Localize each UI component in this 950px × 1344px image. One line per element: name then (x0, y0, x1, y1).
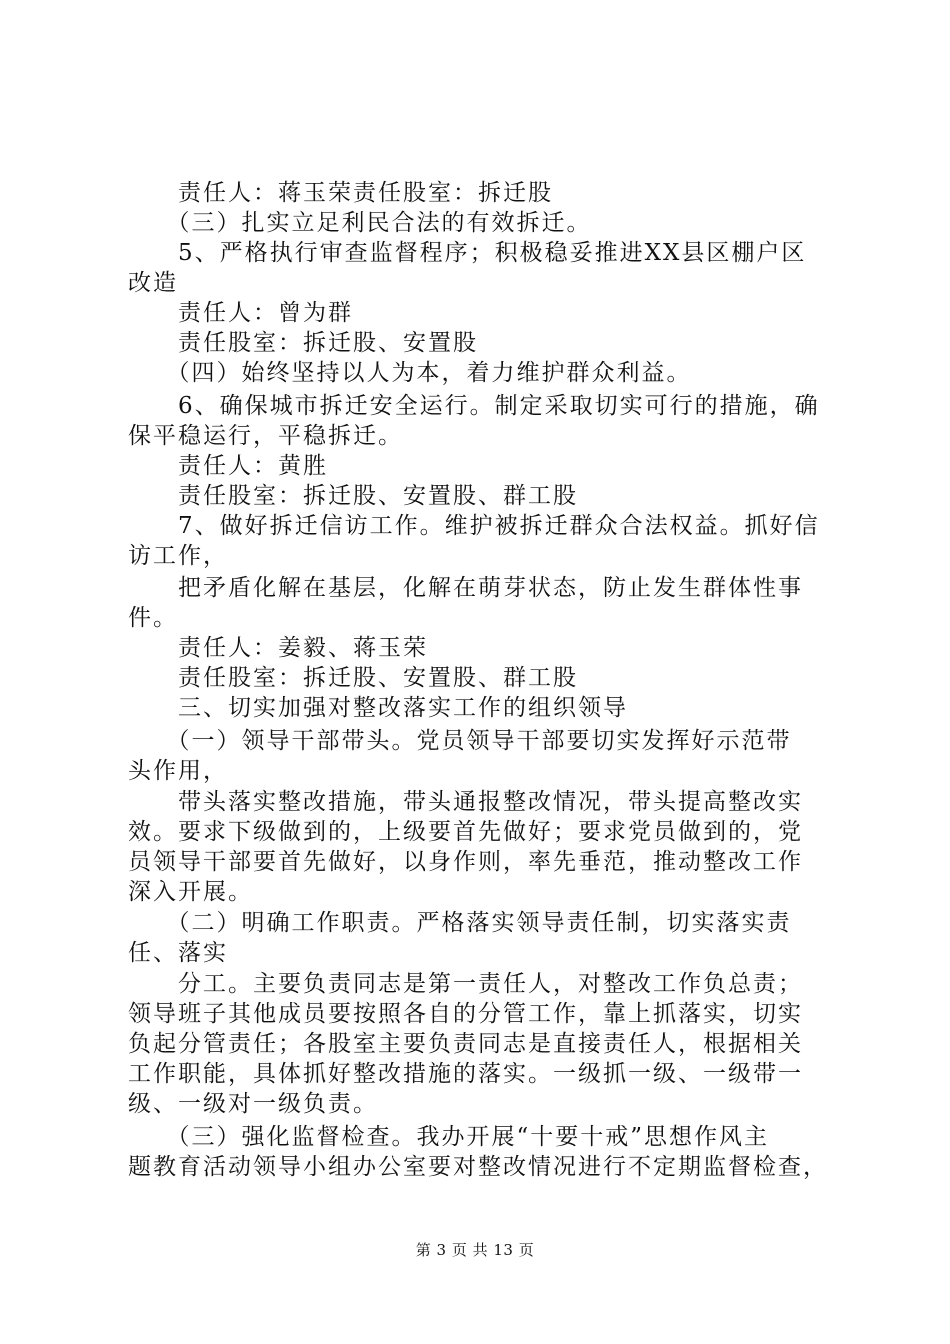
text-line: 改造 (128, 270, 178, 296)
text-line: 责任股室：拆迁股、安置股、群工股 (128, 483, 578, 509)
text-line: 题教育活动领导小组办公室要对整改情况进行不定期监督检查， (128, 1154, 828, 1180)
text-line: 三、切实加强对整改落实工作的组织领导 (128, 695, 628, 721)
text-line: 领导班子其他成员要按照各自的分管工作，靠上抓落实，切实 (128, 1001, 803, 1027)
text-line: 带头落实整改措施，带头通报整改情况，带头提高整改实 (128, 789, 803, 815)
text-line: 6、确保城市拆迁安全运行。制定采取切实可行的措施，确 (128, 393, 820, 419)
text-line: 责任股室：拆迁股、安置股、群工股 (128, 665, 578, 691)
text-line: 保平稳运行，平稳拆迁。 (128, 423, 403, 449)
text-line: （三）强化监督检查。我办开展“十要十戒”思想作风主 (128, 1124, 770, 1150)
text-line: 责任股室：拆迁股、安置股 (128, 330, 478, 356)
text-line: 负起分管责任；各股室主要负责同志是直接责任人，根据相关 (128, 1031, 803, 1057)
text-line: 深入开展。 (128, 879, 253, 905)
text-line: 级、一级对一级负责。 (128, 1091, 378, 1117)
text-line: 工作职能，具体抓好整改措施的落实。一级抓一级、一级带一 (128, 1061, 803, 1087)
text-line: 效。要求下级做到的，上级要首先做好；要求党员做到的，党 (128, 819, 803, 845)
text-line: 访工作， (128, 543, 228, 569)
text-line: （二）明确工作职责。严格落实领导责任制，切实落实责 (128, 910, 792, 936)
text-line: （三）扎实立足利民合法的有效拆迁。 (128, 210, 592, 236)
text-line: 7、做好拆迁信访工作。维护被拆迁群众合法权益。抓好信 (128, 513, 820, 539)
text-line: （一）领导干部带头。党员领导干部要切实发挥好示范带 (128, 728, 792, 754)
text-line: 把矛盾化解在基层，化解在萌芽状态，防止发生群体性事 (128, 575, 803, 601)
page-number: 第 3 页 共 13 页 (415, 1241, 535, 1259)
text-line: 头作用， (128, 758, 228, 784)
text-line: （四）始终坚持以人为本，着力维护群众利益。 (128, 360, 692, 386)
text-line: 5、严格执行审查监督程序；积极稳妥推进XX县区棚户区 (128, 240, 807, 266)
text-line: 责任人：黄胜 (128, 453, 328, 479)
text-line: 责任人：曾为群 (128, 300, 353, 326)
text-line: 任、落实 (128, 940, 228, 966)
text-line: 责任人：蒋玉荣责任股室：拆迁股 (128, 180, 553, 206)
text-line: 分工。主要负责同志是第一责任人，对整改工作负总责； (128, 971, 803, 997)
text-line: 员领导干部要首先做好，以身作则，率先垂范，推动整改工作 (128, 849, 803, 875)
text-line: 责任人：姜毅、蒋玉荣 (128, 635, 428, 661)
text-line: 件。 (128, 605, 178, 631)
